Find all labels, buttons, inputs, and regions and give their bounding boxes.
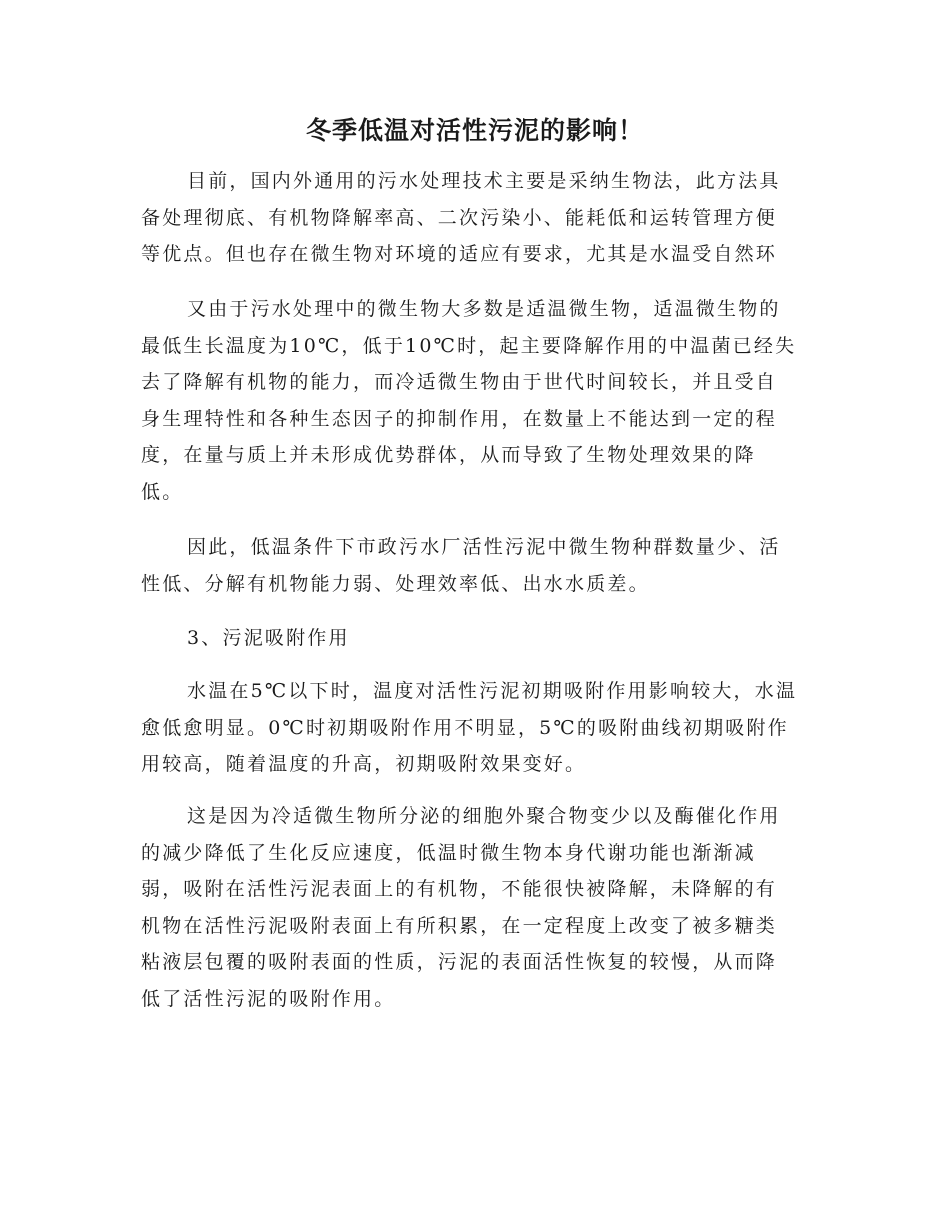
text-line: 性低、分解有机物能力弱、处理效率低、出水水质差。 <box>141 572 650 595</box>
paragraph-adsorption <box>141 673 813 783</box>
paragraph-intro <box>141 163 813 273</box>
text-line: 用较高，随着温度的升高，初期吸附效果变好。 <box>141 753 587 775</box>
text-line: 的减少降低了生化反应速度，低温时微生物本身代谢功能也渐渐减 <box>141 841 756 864</box>
paragraph-explanation <box>141 798 813 1017</box>
text-line: 粘液层包覆的吸附表面的性质，污泥的表面活性恢复的较慢，从而降 <box>141 951 778 973</box>
text-line: 因此，低温条件下市政污水厂活性污泥中微生物种群数量少、活 <box>187 536 781 558</box>
text-line: 弱，吸附在活性污泥表面上的有机物，不能很快被降解，未降解的有 <box>141 878 778 900</box>
text-line: 又由于污水处理中的微生物大多数是适温微生物，适温微生物的 <box>187 298 781 320</box>
text-line: 这是因为冷适微生物所分泌的细胞外聚合物变少以及酶催化作用 <box>187 805 781 827</box>
text-line: 目前，国内外通用的污水处理技术主要是采纳生物法，此方法具 <box>187 170 781 192</box>
text-line: 最低生长温度为10℃，低于10℃时，起主要降解作用的中温菌已经失 <box>141 334 797 357</box>
text-line: 愈低愈明显。0℃时初期吸附作用不明显，5℃的吸附曲线初期吸附作 <box>141 716 789 739</box>
text-line: 去了降解有机物的能力，而冷适微生物由于世代时间较长，并且受自 <box>141 371 778 393</box>
text-line: 水温在5℃以下时，温度对活性污泥初期吸附作用影响较大，水温 <box>187 680 798 702</box>
text-line: 身生理特性和各种生态因子的抑制作用，在数量上不能达到一定的程 <box>141 407 778 430</box>
text-line: 机物在活性污泥吸附表面上有所积累，在一定程度上改变了被多糖类 <box>141 914 778 937</box>
text-line: 备处理彻底、有机物降解率高、二次污染小、能耗低和运转管理方便 <box>141 206 778 229</box>
text-line: 低了活性污泥的吸附作用。 <box>141 987 396 1010</box>
text-line: 低。 <box>141 480 184 503</box>
paragraph-conclusion <box>141 529 813 602</box>
section-heading <box>141 620 813 657</box>
document-title: 冬季低温对活性污泥的影响！ <box>305 116 644 145</box>
paragraph-temperature <box>141 291 813 510</box>
text-line: 等优点。但也存在微生物对环境的适应有要求，尤其是水温受自然环 <box>141 243 778 265</box>
section-heading-text: 3、污泥吸附作用 <box>187 627 350 649</box>
text-line: 度，在量与质上并未形成优势群体，从而导致了生物处理效果的降 <box>141 444 756 466</box>
